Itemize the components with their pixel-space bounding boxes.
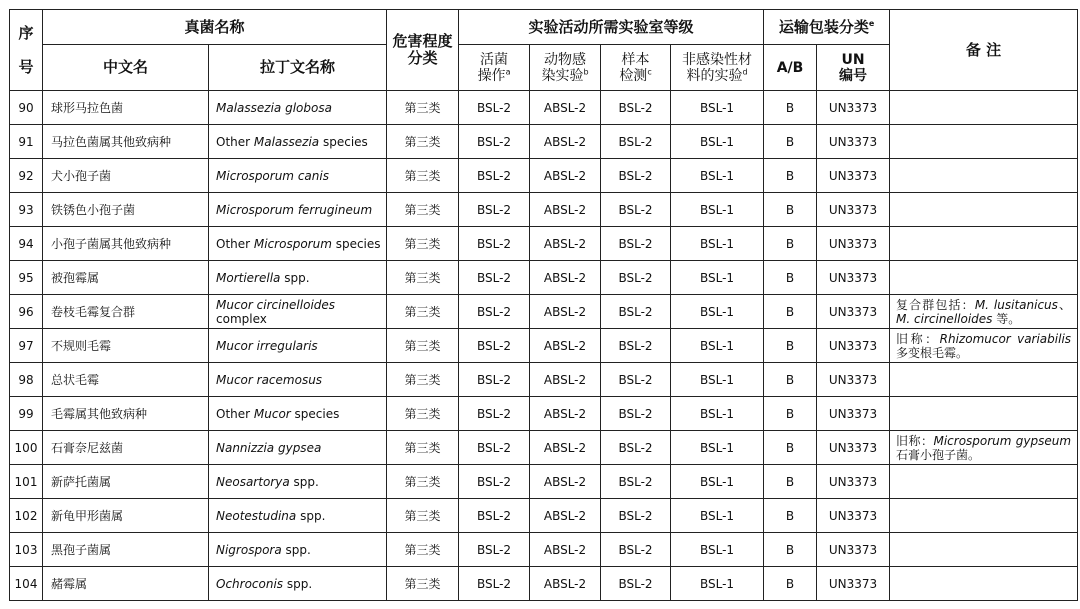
remark: 旧称：Microsporum gypseum 石膏小孢子菌。 [890,431,1078,465]
live-operation-level: BSL-2 [459,227,530,261]
row-number: 100 [10,431,43,465]
chinese-name: 新萨托菌属 [43,465,209,499]
chinese-name: 卷枝毛霉复合群 [43,295,209,329]
noninfectious-level: BSL-1 [671,567,764,601]
table-row [10,363,1078,397]
latin-name: Ochroconis spp. [209,567,387,601]
latin-name: Malassezia globosa [209,91,387,125]
sample-test-level: BSL-2 [601,397,671,431]
latin-name: Microsporum ferrugineum [209,193,387,227]
transport-ab: B [764,567,817,601]
live-operation-level: BSL-2 [459,465,530,499]
noninfectious-level: BSL-1 [671,125,764,159]
live-operation-level: BSL-2 [459,329,530,363]
live-operation-level: BSL-2 [459,261,530,295]
transport-ab: B [764,227,817,261]
animal-infection-level: ABSL-2 [530,125,601,159]
noninfectious-level: BSL-1 [671,295,764,329]
hazard-class: 第三类 [387,329,459,363]
remark: 旧称：Rhizomucor variabilis 多变根毛霉。 [890,329,1078,363]
hazard-class: 第三类 [387,227,459,261]
col-latin-name-header: 拉丁文名称 [209,45,387,91]
remark [890,499,1078,533]
animal-infection-level: ABSL-2 [530,329,601,363]
un-number: UN3373 [817,499,890,533]
latin-name: Nannizzia gypsea [209,431,387,465]
row-number: 90 [10,91,43,125]
row-number: 92 [10,159,43,193]
noninfectious-level: BSL-1 [671,261,764,295]
latin-name: Mucor irregularis [209,329,387,363]
col-no-header: 序 号 [10,10,43,91]
animal-infection-level: ABSL-2 [530,397,601,431]
row-number: 98 [10,363,43,397]
chinese-name: 铁锈色小孢子菌 [43,193,209,227]
row-number: 104 [10,567,43,601]
col-lab-levels-header: 实验活动所需实验室等级 [459,10,764,45]
un-number: UN3373 [817,295,890,329]
noninfectious-level: BSL-1 [671,227,764,261]
latin-name: Neosartorya spp. [209,465,387,499]
sample-test-level: BSL-2 [601,91,671,125]
live-operation-level: BSL-2 [459,159,530,193]
un-number: UN3373 [817,533,890,567]
remark [890,363,1078,397]
sample-test-level: BSL-2 [601,193,671,227]
chinese-name: 犬小孢子菌 [43,159,209,193]
transport-ab: B [764,125,817,159]
noninfectious-level: BSL-1 [671,363,764,397]
transport-ab: B [764,465,817,499]
noninfectious-level: BSL-1 [671,193,764,227]
table-row [10,397,1078,431]
un-number: UN3373 [817,397,890,431]
transport-ab: B [764,499,817,533]
noninfectious-level: BSL-1 [671,91,764,125]
animal-infection-level: ABSL-2 [530,567,601,601]
col-un-header: UN 编号 [817,45,890,91]
transport-ab: B [764,397,817,431]
col-chinese-name-header: 中文名 [43,45,209,91]
row-number: 96 [10,295,43,329]
col-live-op-header: 活菌 操作$^a$ [459,45,530,91]
chinese-name: 毛霉属其他致病种 [43,397,209,431]
hazard-class: 第三类 [387,363,459,397]
chinese-name: 被孢霉属 [43,261,209,295]
transport-ab: B [764,193,817,227]
transport-ab: B [764,431,817,465]
live-operation-level: BSL-2 [459,125,530,159]
un-number: UN3373 [817,193,890,227]
table-row [10,91,1078,125]
chinese-name: 马拉色菌属其他致病种 [43,125,209,159]
transport-ab: B [764,533,817,567]
animal-infection-level: ABSL-2 [530,295,601,329]
hazard-class: 第三类 [387,261,459,295]
hazard-class: 第三类 [387,533,459,567]
hazard-class: 第三类 [387,465,459,499]
transport-ab: B [764,159,817,193]
hazard-class: 第三类 [387,91,459,125]
col-noninfectious-header: 非感染性材 料的实验$^d$ [671,45,764,91]
live-operation-level: BSL-2 [459,499,530,533]
chinese-name: 总状毛霉 [43,363,209,397]
live-operation-level: BSL-2 [459,193,530,227]
hazard-class: 第三类 [387,159,459,193]
col-fungus-name-header: 真菌名称 [43,10,387,45]
animal-infection-level: ABSL-2 [530,533,601,567]
noninfectious-level: BSL-1 [671,329,764,363]
col-animal-infection-header: 动物感 染实验$^b$ [530,45,601,91]
row-number: 99 [10,397,43,431]
remark [890,91,1078,125]
remark [890,193,1078,227]
remark [890,397,1078,431]
live-operation-level: BSL-2 [459,533,530,567]
noninfectious-level: BSL-1 [671,431,764,465]
live-operation-level: BSL-2 [459,363,530,397]
noninfectious-level: BSL-1 [671,465,764,499]
latin-name: Microsporum canis [209,159,387,193]
row-number: 102 [10,499,43,533]
animal-infection-level: ABSL-2 [530,91,601,125]
table-body [10,91,1078,601]
row-number: 94 [10,227,43,261]
remark [890,125,1078,159]
sample-test-level: BSL-2 [601,533,671,567]
table-row [10,193,1078,227]
animal-infection-level: ABSL-2 [530,159,601,193]
sample-test-level: BSL-2 [601,499,671,533]
live-operation-level: BSL-2 [459,91,530,125]
chinese-name: 不规则毛霉 [43,329,209,363]
hazard-class: 第三类 [387,397,459,431]
table-row [10,431,1078,465]
col-hazard-header: 危害程度分类 [387,10,459,91]
un-number: UN3373 [817,431,890,465]
chinese-name: 石膏奈尼兹菌 [43,431,209,465]
table-row [10,159,1078,193]
row-number: 97 [10,329,43,363]
live-operation-level: BSL-2 [459,431,530,465]
hazard-class: 第三类 [387,295,459,329]
chinese-name: 赭霉属 [43,567,209,601]
remark [890,465,1078,499]
animal-infection-level: ABSL-2 [530,261,601,295]
table-row [10,329,1078,363]
table-row [10,499,1078,533]
table-row [10,261,1078,295]
remark [890,261,1078,295]
un-number: UN3373 [817,159,890,193]
sample-test-level: BSL-2 [601,159,671,193]
transport-ab: B [764,91,817,125]
sample-test-level: BSL-2 [601,261,671,295]
un-number: UN3373 [817,261,890,295]
latin-name: Other Microsporum species [209,227,387,261]
latin-name: Nigrospora spp. [209,533,387,567]
live-operation-level: BSL-2 [459,295,530,329]
col-remarks-header: 备 注 [890,10,1078,91]
transport-ab: B [764,261,817,295]
latin-name: Other Malassezia species [209,125,387,159]
hazard-class: 第三类 [387,567,459,601]
sample-test-level: BSL-2 [601,363,671,397]
un-number: UN3373 [817,465,890,499]
remark [890,533,1078,567]
col-transport-header: 运输包装分类$^e$ [764,10,890,45]
sample-test-level: BSL-2 [601,329,671,363]
remark [890,567,1078,601]
noninfectious-level: BSL-1 [671,533,764,567]
hazard-class: 第三类 [387,125,459,159]
row-number: 95 [10,261,43,295]
animal-infection-level: ABSL-2 [530,193,601,227]
animal-infection-level: ABSL-2 [530,465,601,499]
latin-name: Mucor circinelloides complex [209,295,387,329]
sample-test-level: BSL-2 [601,227,671,261]
transport-ab: B [764,295,817,329]
chinese-name: 小孢子菌属其他致病种 [43,227,209,261]
latin-name: Neotestudina spp. [209,499,387,533]
un-number: UN3373 [817,363,890,397]
table-row [10,567,1078,601]
row-number: 103 [10,533,43,567]
un-number: UN3373 [817,125,890,159]
chinese-name: 黑孢子菌属 [43,533,209,567]
table-row [10,295,1078,329]
animal-infection-level: ABSL-2 [530,499,601,533]
un-number: UN3373 [817,329,890,363]
row-number: 101 [10,465,43,499]
latin-name: Mortierella spp. [209,261,387,295]
sample-test-level: BSL-2 [601,431,671,465]
animal-infection-level: ABSL-2 [530,227,601,261]
animal-infection-level: ABSL-2 [530,431,601,465]
hazard-class: 第三类 [387,193,459,227]
remark: 复合群包括：M. lusitanicus、M. circinelloides 等。 [890,295,1078,329]
hazard-class: 第三类 [387,431,459,465]
noninfectious-level: BSL-1 [671,499,764,533]
chinese-name: 新龟甲形菌属 [43,499,209,533]
noninfectious-level: BSL-1 [671,397,764,431]
fungi-lab-table [9,9,1078,601]
noninfectious-level: BSL-1 [671,159,764,193]
table-row [10,227,1078,261]
un-number: UN3373 [817,91,890,125]
sample-test-level: BSL-2 [601,567,671,601]
un-number: UN3373 [817,227,890,261]
animal-infection-level: ABSL-2 [530,363,601,397]
live-operation-level: BSL-2 [459,397,530,431]
col-ab-header: A/B [764,45,817,91]
row-number: 93 [10,193,43,227]
transport-ab: B [764,363,817,397]
chinese-name: 球形马拉色菌 [43,91,209,125]
un-number: UN3373 [817,567,890,601]
sample-test-level: BSL-2 [601,465,671,499]
table-row [10,125,1078,159]
live-operation-level: BSL-2 [459,567,530,601]
table-row [10,533,1078,567]
col-sample-test-header: 样本 检测$^c$ [601,45,671,91]
row-number: 91 [10,125,43,159]
transport-ab: B [764,329,817,363]
sample-test-level: BSL-2 [601,125,671,159]
remark [890,227,1078,261]
table-header [10,10,1078,91]
latin-name: Mucor racemosus [209,363,387,397]
latin-name: Other Mucor species [209,397,387,431]
sample-test-level: BSL-2 [601,295,671,329]
table-row [10,465,1078,499]
remark [890,159,1078,193]
hazard-class: 第三类 [387,499,459,533]
